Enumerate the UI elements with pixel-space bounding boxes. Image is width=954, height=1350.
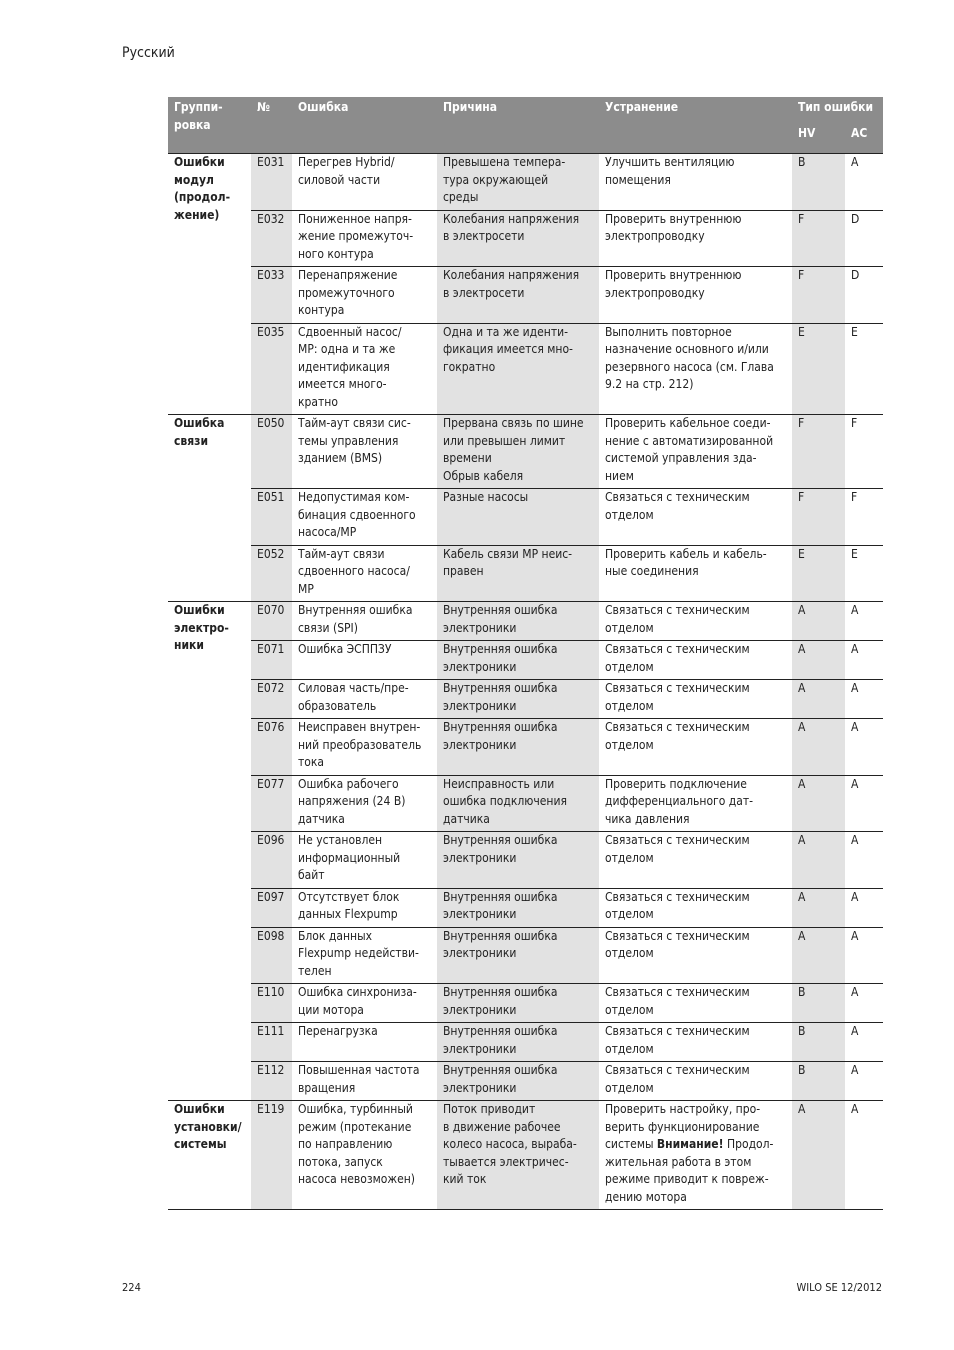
- table-row: [168, 323, 883, 415]
- error-type-hv: B: [792, 984, 845, 1023]
- remedy-text-continued: Продол- жительная работа в этом режиме приводит к повреж- дению мотора: [605, 1137, 774, 1204]
- error-description: Ошибка, турбинный режим (протекание по направлению потока, запуск насоса невозможен): [292, 1101, 437, 1210]
- error-type-hv: A: [792, 1101, 845, 1210]
- error-code: E076: [251, 719, 292, 776]
- error-type-ac: A: [845, 680, 883, 719]
- error-type-ac: A: [845, 641, 883, 680]
- error-code: E097: [251, 888, 292, 927]
- error-code: E032: [251, 210, 292, 267]
- table-row: [168, 927, 883, 984]
- remedy-text: Проверить настройку, про- верить функционирование системы: [605, 1102, 761, 1151]
- page-number: 224: [122, 1281, 141, 1294]
- error-remedy: Связаться с техническим отделом: [599, 888, 792, 927]
- error-description: Перенапряжение промежуточного контура: [292, 267, 437, 324]
- error-type-ac: A: [845, 602, 883, 641]
- error-type-ac: E: [845, 323, 883, 415]
- error-description: Перенагрузка: [292, 1023, 437, 1062]
- error-type-hv: F: [792, 267, 845, 324]
- error-code: E050: [251, 415, 292, 489]
- error-description: Отсутствует блок данных Flexpump: [292, 888, 437, 927]
- error-remedy: Связаться с техническим отделом: [599, 602, 792, 641]
- error-cause: Разные насосы: [437, 489, 599, 546]
- error-remedy: Связаться с техническим отделом: [599, 719, 792, 776]
- error-description: Сдвоенный насос/ MP: одна и та же идентификация имеется много- кратно: [292, 323, 437, 415]
- error-remedy: Связаться с техническим отделом: [599, 927, 792, 984]
- error-remedy: Связаться с техническим отделом: [599, 680, 792, 719]
- error-cause: Внутренняя ошибка электроники: [437, 680, 599, 719]
- error-code: E052: [251, 545, 292, 602]
- error-type-ac: A: [845, 927, 883, 984]
- error-description: Повышенная частота вращения: [292, 1062, 437, 1101]
- error-remedy: Проверить кабельное соеди- нение с автоматизированной системой управления зда- нием: [599, 415, 792, 489]
- error-cause: Внутренняя ошибка электроники: [437, 641, 599, 680]
- error-type-ac: A: [845, 888, 883, 927]
- error-remedy: Проверить кабель и кабель- ные соединения: [599, 545, 792, 602]
- table-row: [168, 719, 883, 776]
- error-code: E110: [251, 984, 292, 1023]
- error-cause: Колебания напряжения в электросети: [437, 210, 599, 267]
- error-type-ac: F: [845, 489, 883, 546]
- group-name: Ошибки установки/ системы: [168, 1101, 251, 1210]
- error-cause: Колебания напряжения в электросети: [437, 267, 599, 324]
- error-description: Неисправен внутрен- ний преобразователь тока: [292, 719, 437, 776]
- table-row: [168, 545, 883, 602]
- error-code: E112: [251, 1062, 292, 1101]
- error-code: E033: [251, 267, 292, 324]
- table-row: [168, 832, 883, 889]
- error-code: E070: [251, 602, 292, 641]
- error-remedy: Связаться с техническим отделом: [599, 1062, 792, 1101]
- table-row: [168, 210, 883, 267]
- error-table: [168, 97, 883, 1210]
- error-type-hv: A: [792, 680, 845, 719]
- error-type-ac: A: [845, 832, 883, 889]
- error-cause: Кабель связи MP неис- правен: [437, 545, 599, 602]
- table-row: [168, 680, 883, 719]
- error-type-ac: A: [845, 1023, 883, 1062]
- error-type-hv: A: [792, 775, 845, 832]
- error-description: Блок данных Flexpump недействи- телен: [292, 927, 437, 984]
- error-type-hv: A: [792, 641, 845, 680]
- error-remedy: Проверить подключение дифференциального дат- чика давления: [599, 775, 792, 832]
- header-error: Ошибка: [292, 97, 437, 154]
- error-remedy: Связаться с техническим отделом: [599, 489, 792, 546]
- error-type-hv: F: [792, 489, 845, 546]
- table-row: [168, 1101, 883, 1210]
- error-type-hv: A: [792, 832, 845, 889]
- error-cause: Внутренняя ошибка электроники: [437, 984, 599, 1023]
- error-remedy: Связаться с техническим отделом: [599, 984, 792, 1023]
- error-description: Пониженное напря- жение промежуточ- ного контура: [292, 210, 437, 267]
- error-type-ac: D: [845, 210, 883, 267]
- error-type-hv: A: [792, 927, 845, 984]
- error-type-ac: A: [845, 984, 883, 1023]
- error-cause: Внутренняя ошибка электроники: [437, 719, 599, 776]
- error-type-ac: A: [845, 1101, 883, 1210]
- table-row: [168, 267, 883, 324]
- table-row: [168, 984, 883, 1023]
- error-type-ac: F: [845, 415, 883, 489]
- error-description: Тайм-аут связи сис- темы управления зданием (BMS): [292, 415, 437, 489]
- group-name: Ошибка связи: [168, 415, 251, 602]
- table-row: [168, 888, 883, 927]
- table-row: [168, 1023, 883, 1062]
- error-code: E035: [251, 323, 292, 415]
- error-remedy: Связаться с техническим отделом: [599, 641, 792, 680]
- table-row: [168, 154, 883, 211]
- error-cause: Внутренняя ошибка электроники: [437, 927, 599, 984]
- error-cause: Неисправность или ошибка подключения датчика: [437, 775, 599, 832]
- header-error-type: Тип ошибки: [792, 97, 883, 123]
- error-type-hv: E: [792, 323, 845, 415]
- error-description: Перегрев Hybrid/ силовой части: [292, 154, 437, 211]
- error-type-hv: B: [792, 154, 845, 211]
- language-label: Русский: [122, 45, 175, 61]
- error-cause: Внутренняя ошибка электроники: [437, 602, 599, 641]
- error-type-hv: B: [792, 1023, 845, 1062]
- error-cause: Внутренняя ошибка электроники: [437, 1062, 599, 1101]
- table-row: [168, 489, 883, 546]
- error-type-hv: A: [792, 719, 845, 776]
- error-cause: Внутренняя ошибка электроники: [437, 832, 599, 889]
- error-remedy: Проверить внутреннюю электропроводку: [599, 210, 792, 267]
- error-description: Ошибка ЭСППЗУ: [292, 641, 437, 680]
- error-table-body: [168, 154, 883, 1210]
- header-number: №: [251, 97, 292, 154]
- error-type-ac: A: [845, 719, 883, 776]
- error-code: E111: [251, 1023, 292, 1062]
- error-description: Внутренняя ошибка связи (SPI): [292, 602, 437, 641]
- error-code: E072: [251, 680, 292, 719]
- error-code: E051: [251, 489, 292, 546]
- table-row: [168, 775, 883, 832]
- group-name: Ошибки модул (продол- жение): [168, 154, 251, 415]
- error-remedy: Улучшить вентиляцию помещения: [599, 154, 792, 211]
- table-row: [168, 602, 883, 641]
- header-hv: HV: [792, 123, 845, 154]
- error-remedy: Проверить внутреннюю электропроводку: [599, 267, 792, 324]
- error-type-hv: F: [792, 210, 845, 267]
- error-type-ac: A: [845, 1062, 883, 1101]
- error-cause: Прервана связь по шине или превышен лимит времени Обрыв кабеля: [437, 415, 599, 489]
- error-cause: Поток приводит в движение рабочее колесо насоса, выраба- тывается электричес- кий ток: [437, 1101, 599, 1210]
- error-remedy: Выполнить повторное назначение основного и/или резервного насоса (см. Глава 9.2 на стр. 212): [599, 323, 792, 415]
- error-type-hv: B: [792, 1062, 845, 1101]
- error-type-hv: A: [792, 602, 845, 641]
- header-group: Группи- ровка: [168, 97, 251, 154]
- error-code: E098: [251, 927, 292, 984]
- table-row: [168, 641, 883, 680]
- error-type-ac: E: [845, 545, 883, 602]
- table-row: [168, 1062, 883, 1101]
- error-type-ac: D: [845, 267, 883, 324]
- header-remedy: Устранение: [599, 97, 792, 154]
- error-description: Ошибка рабочего напряжения (24 В) датчика: [292, 775, 437, 832]
- error-remedy: Связаться с техническим отделом: [599, 1023, 792, 1062]
- footer-brand: WILO SE 12/2012: [796, 1281, 882, 1294]
- error-code: E031: [251, 154, 292, 211]
- error-remedy: [599, 1101, 792, 1210]
- error-description: Не установлен информационный байт: [292, 832, 437, 889]
- error-cause: Одна и та же иденти- фикация имеется мно- гократно: [437, 323, 599, 415]
- error-description: Ошибка синхрониза- ции мотора: [292, 984, 437, 1023]
- group-name: Ошибки электро- ники: [168, 602, 251, 1101]
- warning-label: Внимание!: [656, 1137, 724, 1151]
- error-type-hv: F: [792, 415, 845, 489]
- error-type-ac: A: [845, 154, 883, 211]
- error-cause: Превышена темпера- тура окружающей среды: [437, 154, 599, 211]
- error-cause: Внутренняя ошибка электроники: [437, 1023, 599, 1062]
- error-cause: Внутренняя ошибка электроники: [437, 888, 599, 927]
- error-remedy: Связаться с техническим отделом: [599, 832, 792, 889]
- error-code: E077: [251, 775, 292, 832]
- error-type-ac: A: [845, 775, 883, 832]
- error-code: E071: [251, 641, 292, 680]
- error-code: E119: [251, 1101, 292, 1210]
- header-ac: AC: [845, 123, 883, 154]
- error-description: Тайм-аут связи сдвоенного насоса/ MP: [292, 545, 437, 602]
- table-row: [168, 415, 883, 489]
- error-type-hv: A: [792, 888, 845, 927]
- error-description: Недопустимая ком- бинация сдвоенного насоса/MP: [292, 489, 437, 546]
- header-cause: Причина: [437, 97, 599, 154]
- error-code: E096: [251, 832, 292, 889]
- error-description: Силовая часть/пре- образователь: [292, 680, 437, 719]
- error-type-hv: E: [792, 545, 845, 602]
